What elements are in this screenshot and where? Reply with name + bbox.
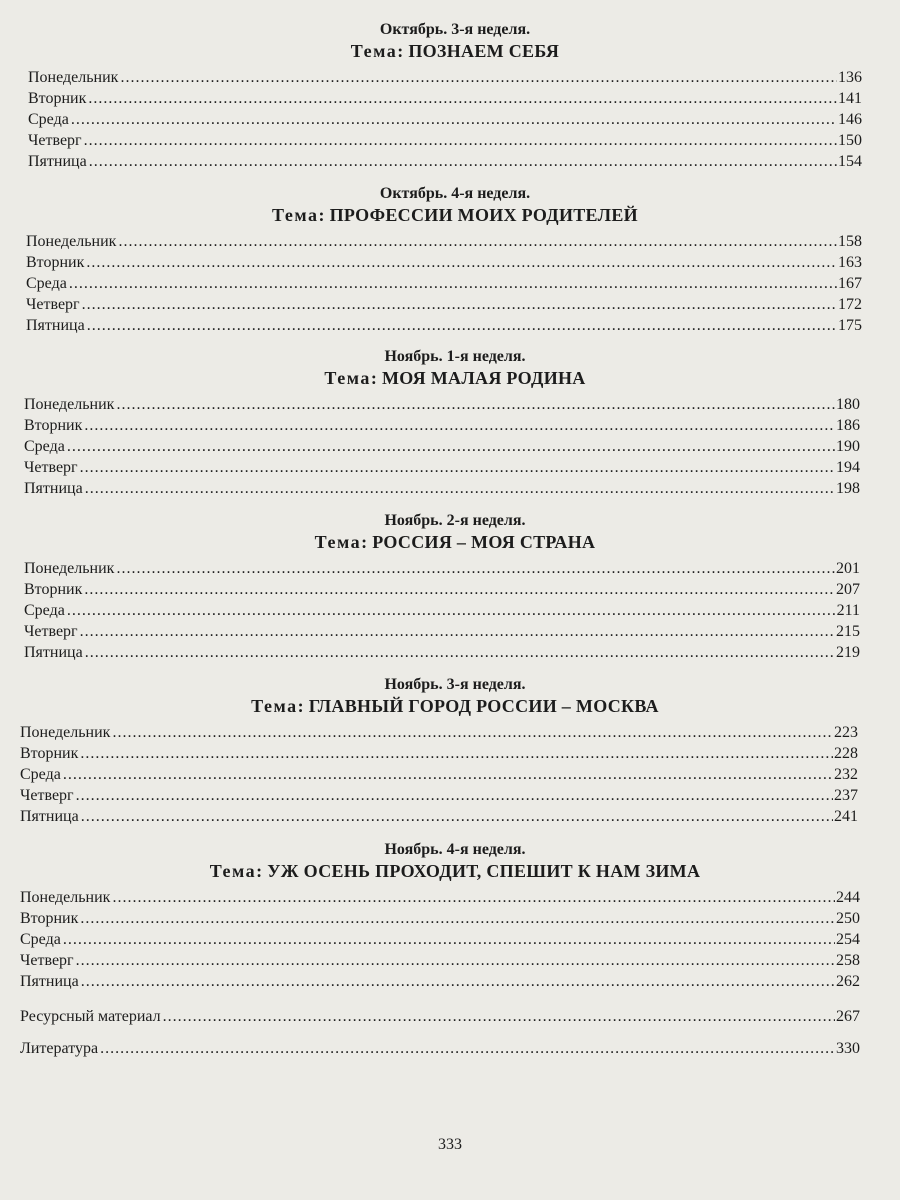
toc-section-oct-week3: [0, 20, 900, 171]
toc-entry[interactable]: [24, 578, 860, 599]
entry-page: 141: [838, 90, 862, 107]
dot-leader: [80, 745, 833, 763]
toc-entry[interactable]: [20, 928, 860, 949]
dot-leader: [89, 153, 837, 171]
entry-page: 211: [836, 602, 860, 619]
entry-page: 223: [834, 724, 858, 741]
entry-page: 180: [836, 396, 860, 413]
dot-leader: [84, 417, 835, 435]
dot-leader: [80, 623, 835, 641]
entry-label: Четверг: [24, 459, 78, 476]
week-heading: Октябрь. 4-я неделя.: [379, 185, 531, 202]
toc-entry[interactable]: [24, 641, 860, 662]
theme-title: : МОЯ МАЛАЯ РОДИНА: [370, 368, 586, 388]
toc-entry[interactable]: [28, 66, 862, 87]
toc-entry-literature[interactable]: [20, 1034, 860, 1058]
dot-leader: [88, 90, 837, 108]
dot-leader: [63, 931, 835, 949]
toc-entry[interactable]: [20, 784, 858, 805]
dot-leader: [84, 132, 837, 150]
entry-page: 198: [836, 480, 860, 497]
entry-list: [20, 886, 860, 991]
entry-page: 207: [836, 581, 860, 598]
theme-prefix: Тема: [272, 205, 319, 225]
toc-extras: [0, 1002, 900, 1058]
toc-entry[interactable]: [26, 293, 862, 314]
entry-page: 172: [838, 296, 862, 313]
entry-page: 158: [838, 233, 862, 250]
dot-leader: [86, 254, 837, 272]
toc-entry[interactable]: [20, 949, 860, 970]
theme-heading: [10, 204, 900, 226]
dot-leader: [120, 69, 837, 87]
week-heading: Октябрь. 3-я неделя.: [379, 21, 531, 38]
entry-label: Четверг: [26, 296, 80, 313]
entry-page: 201: [836, 560, 860, 577]
toc-entry[interactable]: [28, 150, 862, 171]
entry-page: 244: [836, 889, 860, 906]
toc-entry[interactable]: [26, 272, 862, 293]
entry-label: Вторник: [20, 745, 79, 762]
dot-leader: [67, 602, 836, 620]
dot-leader: [163, 1008, 835, 1026]
toc-entry[interactable]: [28, 129, 862, 150]
entry-page: 190: [836, 438, 860, 455]
dot-leader: [71, 111, 837, 129]
toc-section-oct-week4: [0, 184, 900, 335]
theme-heading: [10, 367, 900, 389]
dot-leader: [116, 560, 835, 578]
theme-title: : ПОЗНАЕМ СЕБЯ: [397, 41, 560, 61]
entry-page: 254: [836, 931, 860, 948]
entry-label: Среда: [26, 275, 67, 292]
theme-heading: [10, 860, 900, 882]
entry-label: Пятница: [20, 973, 79, 990]
entry-label: Среда: [24, 602, 65, 619]
toc-entry[interactable]: [28, 87, 862, 108]
entry-label: Пятница: [24, 480, 83, 497]
entry-label: Понедельник: [20, 889, 111, 906]
entry-page: 267: [836, 1008, 860, 1025]
dot-leader: [85, 480, 835, 498]
entry-label: Понедельник: [28, 69, 119, 86]
toc-entry[interactable]: [26, 251, 862, 272]
toc-entry[interactable]: [20, 805, 858, 826]
entry-label: Среда: [24, 438, 65, 455]
dot-leader: [100, 1040, 835, 1058]
entry-label: Четверг: [24, 623, 78, 640]
dot-leader: [81, 808, 833, 826]
entry-page: 215: [836, 623, 860, 640]
dot-leader: [112, 724, 833, 742]
entry-label: Вторник: [20, 910, 79, 927]
dot-leader: [69, 275, 837, 293]
toc-entry[interactable]: [24, 620, 860, 641]
toc-section-nov-week3: [0, 675, 900, 826]
toc-entry[interactable]: [20, 721, 858, 742]
entry-page: 186: [836, 417, 860, 434]
entry-label: Вторник: [24, 581, 83, 598]
entry-list: [28, 66, 862, 171]
entry-label: Среда: [20, 766, 61, 783]
theme-prefix: Тема: [324, 368, 371, 388]
entry-page: 146: [838, 111, 862, 128]
entry-label: Среда: [28, 111, 69, 128]
entry-list: [20, 721, 858, 826]
entry-page: 154: [838, 153, 862, 170]
entry-page: 241: [834, 808, 858, 825]
dot-leader: [82, 296, 837, 314]
theme-heading: [10, 695, 900, 717]
toc-entry[interactable]: [20, 907, 860, 928]
entry-label: Понедельник: [26, 233, 117, 250]
week-heading: Ноябрь. 2-я неделя.: [384, 512, 526, 529]
toc-entry[interactable]: [26, 314, 862, 335]
dot-leader: [80, 459, 835, 477]
entry-page: 163: [838, 254, 862, 271]
entry-label: Четверг: [20, 952, 74, 969]
entry-label: Четверг: [20, 787, 74, 804]
dot-leader: [67, 438, 835, 456]
toc-entry[interactable]: [24, 456, 860, 477]
dot-leader: [87, 317, 837, 335]
week-heading: Ноябрь. 3-я неделя.: [384, 676, 526, 693]
toc-entry[interactable]: [20, 970, 860, 991]
entry-label: Вторник: [26, 254, 85, 271]
week-heading: Ноябрь. 1-я неделя.: [384, 348, 526, 365]
dot-leader: [84, 581, 835, 599]
entry-label: Ресурсный материал: [20, 1008, 161, 1025]
dot-leader: [80, 910, 835, 928]
entry-page: 150: [838, 132, 862, 149]
entry-label: Литература: [20, 1040, 99, 1057]
entry-page: 262: [836, 973, 860, 990]
theme-prefix: Тема: [251, 696, 298, 716]
toc-entry[interactable]: [24, 557, 860, 578]
dot-leader: [85, 644, 835, 662]
toc-entry[interactable]: [24, 599, 860, 620]
entry-page: 250: [836, 910, 860, 927]
entry-list: [24, 393, 860, 498]
entry-page: 228: [834, 745, 858, 762]
dot-leader: [118, 233, 837, 251]
entry-page: 219: [836, 644, 860, 661]
toc-entry[interactable]: [20, 886, 860, 907]
theme-title: : РОССИЯ – МОЯ СТРАНА: [361, 532, 596, 552]
theme-heading: [10, 40, 900, 62]
toc-entry[interactable]: [20, 742, 858, 763]
toc-entry[interactable]: [24, 414, 860, 435]
entry-list: [24, 557, 860, 662]
entry-list: [20, 1002, 860, 1058]
toc-entry[interactable]: [24, 477, 860, 498]
dot-leader: [116, 396, 835, 414]
theme-title: : УЖ ОСЕНЬ ПРОХОДИТ, СПЕШИТ К НАМ ЗИМА: [256, 861, 701, 881]
entry-label: Понедельник: [24, 396, 115, 413]
entry-page: 330: [836, 1040, 860, 1057]
entry-page: 136: [838, 69, 862, 86]
entry-label: Пятница: [26, 317, 85, 334]
page-number: 333: [438, 1136, 462, 1153]
toc-section-nov-week2: [0, 511, 900, 662]
dot-leader: [63, 766, 833, 784]
toc-entry[interactable]: [28, 108, 862, 129]
entry-label: Вторник: [28, 90, 87, 107]
entry-page: 175: [838, 317, 862, 334]
dot-leader: [112, 889, 835, 907]
entry-label: Пятница: [28, 153, 87, 170]
toc-entry[interactable]: [26, 230, 862, 251]
entry-label: Вторник: [24, 417, 83, 434]
entry-label: Понедельник: [24, 560, 115, 577]
toc-section-nov-week4: [0, 840, 900, 991]
toc-entry-resources[interactable]: [20, 1002, 860, 1026]
theme-heading: [10, 531, 900, 553]
entry-label: Четверг: [28, 132, 82, 149]
entry-page: 258: [836, 952, 860, 969]
entry-page: 194: [836, 459, 860, 476]
entry-label: Среда: [20, 931, 61, 948]
entry-label: Пятница: [20, 808, 79, 825]
theme-prefix: Тема: [209, 861, 257, 881]
entry-page: 237: [834, 787, 858, 804]
entry-label: Понедельник: [20, 724, 111, 741]
toc-entry[interactable]: [24, 435, 860, 456]
toc-section-nov-week1: [0, 347, 900, 498]
week-heading: Ноябрь. 4-я неделя.: [384, 841, 526, 858]
theme-prefix: Тема: [350, 41, 398, 61]
entry-list: [26, 230, 862, 335]
toc-entry[interactable]: [24, 393, 860, 414]
theme-title: : ПРОФЕССИИ МОИХ РОДИТЕЛЕЙ: [318, 205, 638, 225]
theme-prefix: Тема: [314, 532, 362, 552]
entry-page: 232: [834, 766, 858, 783]
entry-label: Пятница: [24, 644, 83, 661]
entry-page: 167: [838, 275, 862, 292]
dot-leader: [76, 787, 833, 805]
dot-leader: [81, 973, 835, 991]
toc-entry[interactable]: [20, 763, 858, 784]
dot-leader: [76, 952, 835, 970]
theme-title: : ГЛАВНЫЙ ГОРОД РОССИИ – МОСКВА: [297, 696, 659, 716]
